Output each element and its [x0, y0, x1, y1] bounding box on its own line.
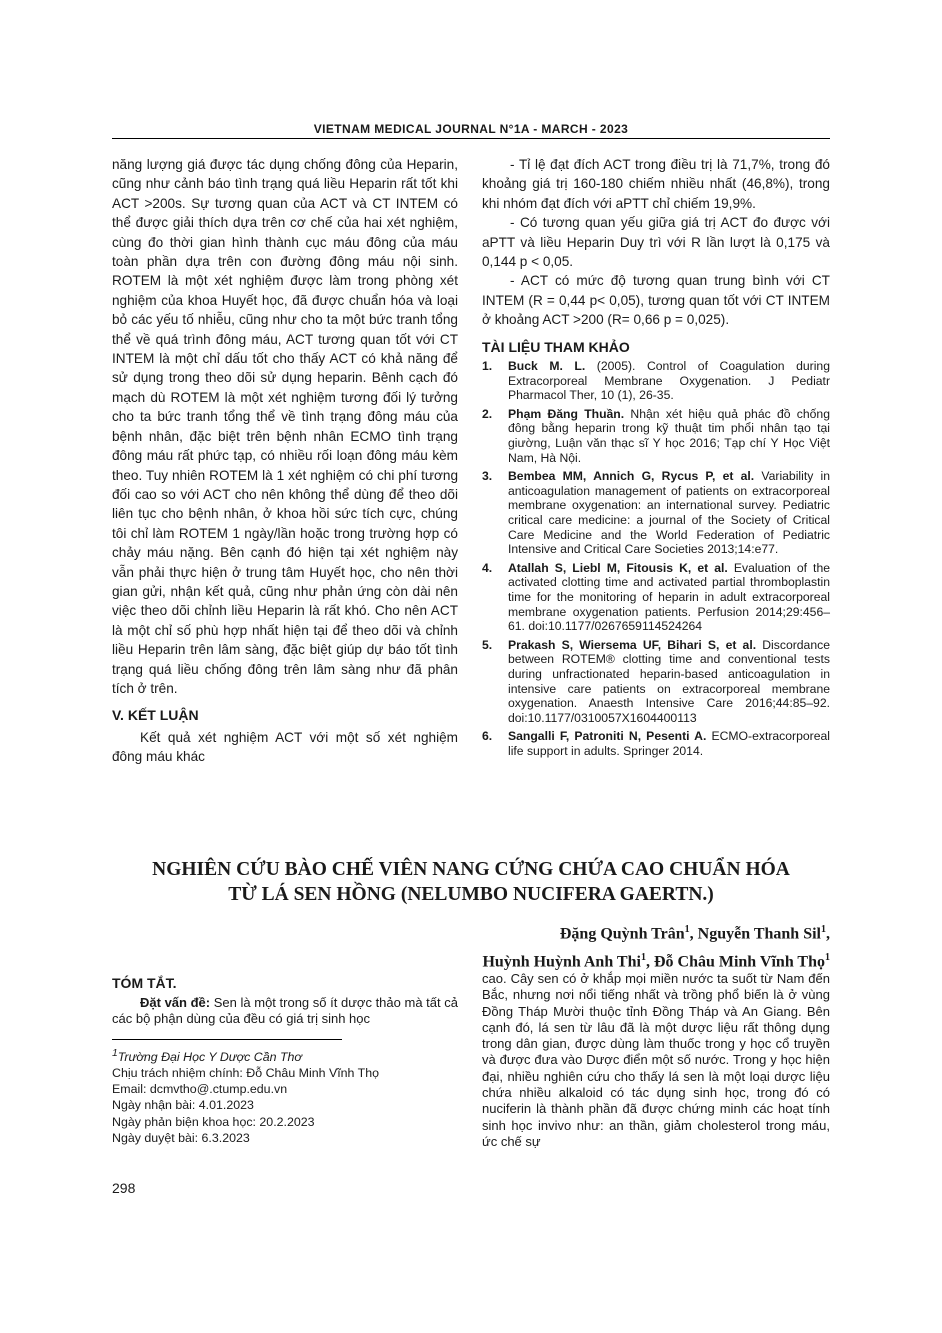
conclusion-heading: V. KẾT LUẬN: [112, 707, 199, 724]
reference-authors: Phạm Đăng Thuần.: [508, 406, 625, 421]
reference-number: 2.: [482, 406, 493, 421]
conclusion-bullet: - Tỉ lệ đạt đích ACT trong điều trị là 71,7%, trong đó khoảng giá trị 160-180 chiếm nhiều nhất (46,8%), trong khi nhóm đạt đích với aPTT chỉ chiếm 19,9%.: [482, 157, 830, 211]
page-number: 298: [112, 1180, 136, 1196]
reference-number: 1.: [482, 359, 493, 374]
left-column: [112, 155, 458, 767]
reference-authors: Atallah S, Liebl M, Fitousis K, et al.: [508, 560, 728, 575]
author-name: Đặng Quỳnh Trân: [559, 925, 685, 943]
author-name: Huỳnh Huỳnh Anh Thi: [482, 953, 641, 971]
article-title-line: TỪ LÁ SEN HỒNG (NELUMBO NUCIFERA GAERTN.): [228, 884, 714, 905]
approved-date: Ngày duyệt bài: 6.3.2023: [112, 1130, 250, 1145]
author-name: Nguyễn Thanh Sil: [697, 925, 821, 943]
abstract-body: Sen là một trong số ít dược thảo mà tất cả các bộ phận dùng của đều có giá trị sinh học: [112, 995, 458, 1027]
author-name: Đỗ Châu Minh Vĩnh Thọ: [653, 953, 825, 971]
reference-authors: Prakash S, Wiersema UF, Bihari S, et al.: [508, 637, 757, 652]
reference-item: [482, 638, 830, 726]
author-affiliation-mark: 1: [640, 952, 646, 964]
reference-text: Discordance between ROTEM® clotting time and conventional tests during unfractionated heparin-based anticoagulation in intensive care patients on extracorporeal membrane oxygenation. Anaesth Intensive Care 2016;44:85–92. doi:10.1177/0310057X1604400113: [508, 637, 830, 725]
reference-authors: Bembea MM, Annich G, Rycus P, et al.: [508, 469, 755, 484]
footnote-mark: 1: [112, 1048, 118, 1059]
reference-item: [482, 561, 830, 634]
footnotes: [112, 1046, 458, 1146]
reference-number: 6.: [482, 729, 493, 744]
discussion-paragraph: năng lượng giá được tác dụng chống đông của Heparin, cũng như cảnh báo tình trạng quá liều Heparin rất tốt khi ACT >200s. Sự tương quan của ACT và CT INTEM có thể được giải thích dựa trên cơ chế của hai xét nghiệm, cùng đo thời gian hình thành cục máu đông của máu toàn phần dựa trên con đường đông máu nội sinh. ROTEM là một xét nghiệm được làm trong phòng xét nghiệm của khoa Huyết học, đã được chuẩn hóa và loại bỏ các yếu tố nhiễu, cũng như cho ta một bức tranh tổng thể về quá trình đông máu, ACT tương quan tốt với CT INTEM là một chỉ dấu tốt cho thấy ACT có khả năng để sử dụng trong theo dõi sử dụng heparin. Bênh cạch đó mạch dù ROTEM là một xét nghiệm tương đối lý tưởng cho ta bức tranh tổng thể về tình trạng đông máu của bệnh nhân, đặc biệt trên bệnh nhân ECMO tình trạng đông máu rất phức tạp, có nhiều rối loạn đông máu kèm theo. Tuy nhiên ROTEM là 1 xét nghiệm có chi phí tương đối cao so với ACT cho nên không thể dùng để theo dõi liên tục cho bệnh nhân, ở khoa hồi sức tích cực, chúng tôi chỉ làm ROTEM 1 ngày/lần hoặc trong trường hợp có chảy máu nặng. Bên cạnh đó hiện tại xét nghiệm này vẫn phải thực hiện ở trung tâm Huyết học, cho nên thời gian gửi, nhận kết quả, cũng như phản ứng còn dài nên việc theo dõi chỉnh liều Heparin là rất khó. Cho nên ACT là một chỉ số phù hợp nhất hiện tại để theo dõi và chỉnh liều Heparin trên lâm sàng, đặc biệt giúp dự báo tốt tình trạng quá liều chống đông trên lâm sàng như đã phân tích ở trên.: [112, 157, 458, 696]
author-list: Đặng Quỳnh Trân$^1$, Nguyễn Thanh Sil$^1$, Huỳnh Huỳnh Anh Thi$^1$, Đỗ Châu Minh Vĩnh Thọ$^1$: [482, 924, 830, 971]
reference-number: 4.: [482, 560, 493, 575]
reference-text: Evaluation of the activated clotting time and activated partial thromboplastin time for the monitoring of heparin in adult extracorporeal membrane oxygenation patients. Perfusion 2014;29:456–61. doi:10.1177/0267659114524264: [508, 560, 830, 634]
email: Email: dcmvtho@.ctump.edu.vn: [112, 1082, 288, 1097]
conclusion-bullet: - Có tương quan yếu giữa giá trị ACT đo được với aPTT và liều Heparin Duy trì với R lần lượt là 0,175 và 0,144 p < 0,05.: [482, 215, 830, 270]
footnote-rule: [112, 1039, 342, 1040]
author-affiliation-mark: 1: [821, 924, 826, 935]
author-affiliation-mark: 1: [825, 952, 830, 964]
abstract-heading: TÓM TẮT.: [112, 975, 177, 991]
reference-item: [482, 407, 830, 465]
abstract-text-right: cao. Cây sen có ở khắp mọi miền nước ta suốt từ Nam đến Bắc, nhưng nơi nổi tiếng nhất và trồng phổ biến là ở vùng Đồng Tháp Mười thuộc tỉnh Đồng Tháp và An Giang. Bên cạnh đó, lá sen từ lâu đã là một dược liệu rất thông dụng trong dân gian, được dùng làm thuốc trong y học cổ truyền và được đưa vào Dược điển một số nước. Trong y học hiện đại, nhiều nghiên cứu cho thấy lá sen là một loại dược liệu chứa nhiều alkaloid có tác dụng sinh học, trong đó có nuciferin là thành phần đã được chứng minh các hoạt tính sinh học invivo như: an thần, giảm cholesterol trong máu, ức chế sự: [482, 971, 830, 1149]
corresponding-author: Chịu trách nhiệm chính: Đỗ Châu Minh Vĩnh Thọ: [112, 1066, 380, 1081]
reference-item: [482, 469, 830, 557]
conclusion-text: Kết quả xét nghiệm ACT với một số xét nghiệm đông máu khác: [112, 729, 458, 765]
reference-text: (2005). Control of Coagulation during Extracorporeal Membrane Oxygenation. J Pediatr Pharmacol Ther, 10 (1), 26-35.: [508, 359, 830, 403]
reviewed-date: Ngày phản biện khoa học: 20.2.2023: [112, 1114, 315, 1129]
reference-text: ECMO-extracorporeal life support in adults. Springer 2014.: [508, 729, 830, 758]
references-heading: TÀI LIỆU THAM KHẢO: [482, 338, 630, 355]
reference-item: [482, 359, 830, 403]
header-rule: [112, 138, 830, 139]
reference-list: [482, 359, 830, 758]
reference-text: Variability in anticoagulation management of patients on extracorporeal membrane oxygenation: an international survey. Pediatric critical care medicine: a journal of the Society of Critical Care Medicine and the World Federation of Pediatric Intensive and Critical Care Societies 2013;14:e77.: [508, 469, 830, 557]
abstract-text-left: [112, 995, 458, 1028]
article-title-line: NGHIÊN CỨU BÀO CHẾ VIÊN NANG CỨNG CHỨA CAO CHUẨN HÓA: [152, 859, 790, 880]
reference-authors: Sangalli F, Patroniti N, Pesenti A.: [508, 729, 707, 744]
right-column: [482, 155, 830, 763]
reference-item: [482, 729, 830, 758]
reference-authors: Buck M. L.: [508, 359, 586, 374]
article-title: [112, 857, 830, 907]
received-date: Ngày nhận bài: 4.01.2023: [112, 1098, 254, 1113]
reference-number: 3.: [482, 469, 493, 484]
abstract-lead: Đặt vấn đề:: [140, 995, 211, 1010]
affiliation: Trường Đại Học Y Dược Cần Thơ: [117, 1050, 302, 1065]
reference-number: 5.: [482, 637, 493, 652]
reference-text: Nhận xét hiệu quả phác đồ chống đông bằng heparin trong kỹ thuật tim phổi nhân tạo tại giường, Luận văn thạc sĩ Y học 2016; Tạp chí Y Học Việt Nam, Hà Nội.: [508, 406, 830, 465]
author-affiliation-mark: 1: [684, 924, 690, 935]
journal-header: VIETNAM MEDICAL JOURNAL N°1A - MARCH - 2023: [313, 122, 629, 136]
conclusion-bullet: - ACT có mức độ tương quan trung bình với CT INTEM (R = 0,44 p< 0,05), tương quan tốt với CT INTEM ở khoảng ACT >200 (R= 0,66 p = 0,025).: [482, 273, 830, 328]
